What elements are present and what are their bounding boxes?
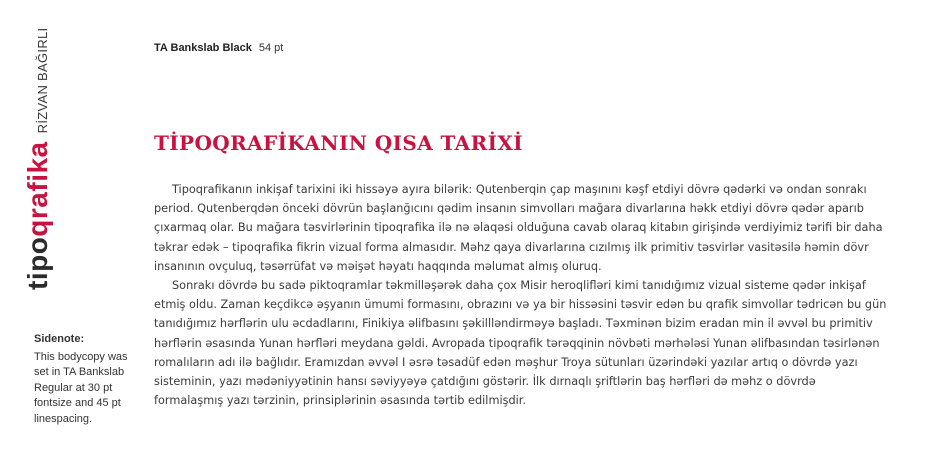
sidenote-line: Regular at 30 pt (34, 381, 113, 394)
font-name: TA Bankslab Black (154, 42, 252, 54)
vertical-brand (22, 20, 52, 290)
author-name: RİZVAN BAĞIRLI (35, 27, 50, 134)
article-body (154, 180, 914, 410)
body-line: Sonrakı dövrdə bu sadə piktoqramlar təkmilləşərək daha çox Misir heroqlifləri kimi tanıdığımız vizual sisteme qədər inkişaf (172, 278, 866, 292)
font-size-label: 54 pt (258, 42, 284, 54)
sidenote-line: linespacing. (34, 412, 93, 425)
body-line: etmiş oldu. Zaman keçdikcə əşyanın ümumi formasını, obrazını və ya bir hissəsini təsvir edən bu qrafik simvollar tədricən bu gün (154, 298, 887, 312)
body-line: sisteminin, yazı mədəniyyətinin hansı səviyyəyə çatdığını göstərir. İlk dırnaqlı şriftlərin baş hərfləri də məhz o dövrdə (154, 374, 816, 388)
body-line: tanıdığımız hərflərin ulu əcdadlarını, Finikiya əlifbasını şəkillləndirməyə başladı. Təxminən bizim eradan min il əvvəl bu primitiv (154, 317, 873, 331)
sidenote-line: fontsize and 45 pt (34, 397, 121, 409)
body-line: period. Qutenberqdən önceki dövrün başlanğıcını qədim insanın simvolları mağara divarlarına həkk etdiyi dövrə qədər aparıb (154, 202, 864, 216)
body-line: çıxarmaq olar. Bu mağara təsvirlərinin tipoqrafika ilə nə əlaqəsi olduğuna cavab olaraq kitabın girişində verdiyimiz tərifi bir daha (154, 221, 883, 235)
article-heading: TİPOQRAFİKANIN QISA TARİXİ (154, 131, 524, 155)
sidenote-title: Sidenote: (34, 333, 85, 345)
body-line: hərflərin əsasında Yunan hərfləri meydana gəldi. Avropada tipoqrafik tərəqqinin növbəti mərhələsi Yunan əlifbasından təsirlənən (154, 336, 880, 350)
sidenote (34, 332, 134, 427)
body-line: romalıların adı ilə bağlıdır. Eramızdan əvvəl I əsrə təsadüf edən məşhur Troya sütunları üzərindəki yazılar artıq o dövrdə yazı (154, 355, 858, 369)
sidenote-line: set in TA Bankslab (34, 366, 125, 378)
body-line: formalaşmış yazı tərzinin, prinsiplərinin əsasında tərtib edilmişdir. (154, 394, 526, 408)
brand-logo (22, 141, 54, 290)
sidenote-line: This bodycopy was (34, 350, 128, 363)
body-line: təkrar edək – tipoqrafika fikrin vizual forma almasıdır. Məhz qaya divarlarına cızılmış ilk primitiv təsvirlər vasitəsilə həmin dövr (154, 240, 869, 254)
vertical-brand-text (22, 28, 54, 290)
brand-logo-part1: tipo (22, 236, 53, 290)
body-line: insanının ovçuluq, təsərrüfat və məişət həyatı haqqında məlumat almış oluruq. (154, 259, 602, 273)
brand-logo-part2: qrafika (22, 141, 53, 237)
font-label (154, 42, 283, 54)
body-line: Tipoqrafikanın inkişaf tarixini iki hissəyə ayıra bilərik: Qutenberqin çap maşınını kəşf etdiyi dövrə qədərki və ondan sonrakı (172, 183, 867, 196)
